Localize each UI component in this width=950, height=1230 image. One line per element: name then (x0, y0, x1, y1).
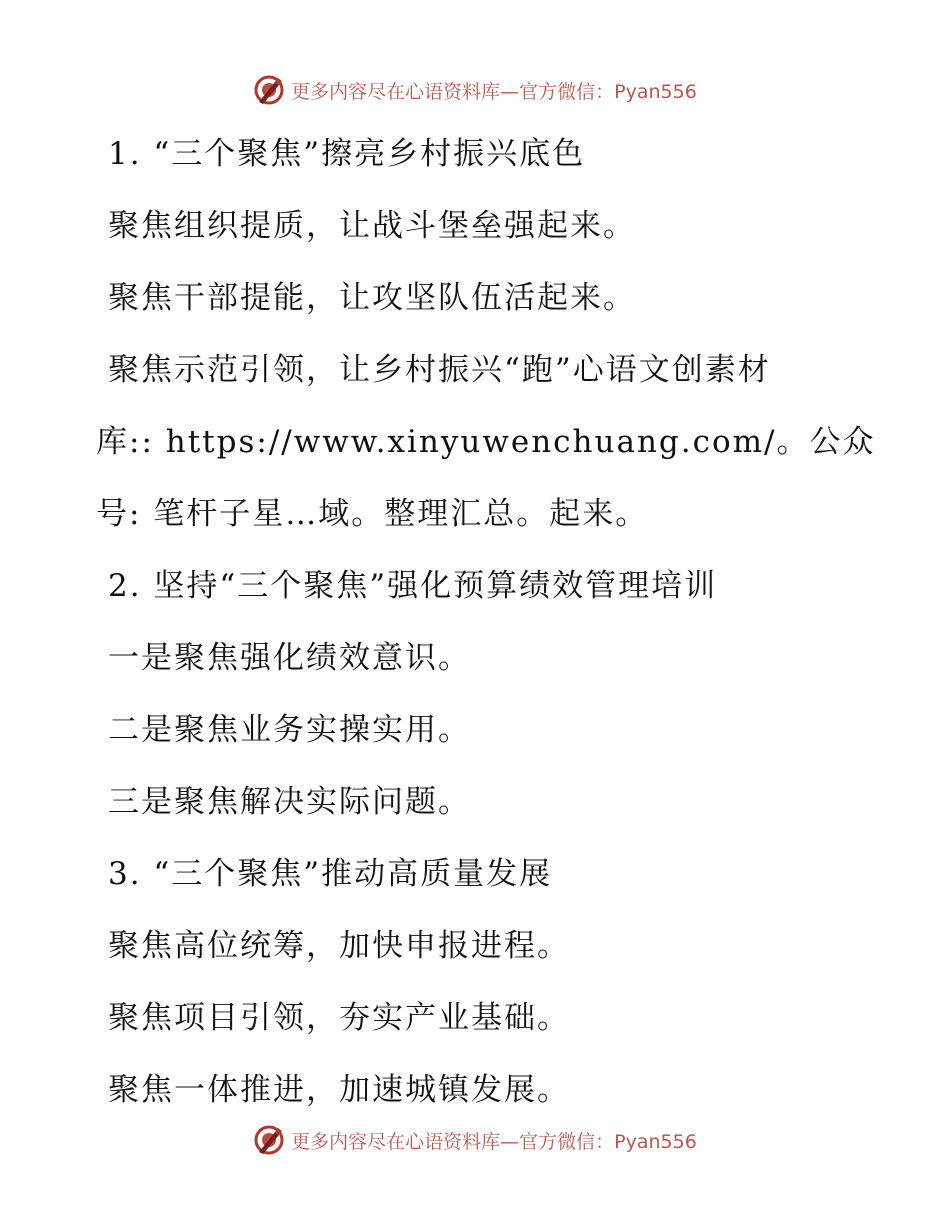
paragraph-line: 聚焦干部提能，让攻坚队伍活起来。 (108, 280, 636, 316)
paragraph-line: 库:: https://www.xinyuwenchuang.com/。公众 (96, 424, 876, 460)
paragraph-line: 二是聚焦业务实操实用。 (108, 712, 471, 748)
section-heading-1: 1. “三个聚焦”擦亮乡村振兴底色 (108, 136, 586, 172)
pen-logo-icon (253, 1124, 285, 1156)
pen-logo-icon (253, 74, 285, 106)
paragraph-line: 一是聚焦强化绩效意识。 (108, 640, 471, 676)
watermark-header (0, 70, 950, 110)
paragraph-line: 聚焦高位统筹，加快申报进程。 (108, 928, 570, 964)
paragraph-line: 聚焦组织提质，让战斗堡垒强起来。 (108, 208, 636, 244)
paragraph-line: 聚焦项目引领，夯实产业基础。 (108, 1000, 570, 1036)
paragraph-line: 号: 笔杆子星…域。整理汇总。起来。 (96, 496, 649, 532)
watermark-footer (0, 1120, 950, 1160)
paragraph-line: 三是聚焦解决实际问题。 (108, 784, 471, 820)
document-body (96, 118, 876, 1126)
watermark-text: 更多内容尽在心语资料库—官方微信：Pyan556 (291, 1130, 697, 1153)
paragraph-line: 聚焦一体推进，加速城镇发展。 (108, 1072, 570, 1108)
paragraph-line: 聚焦示范引领，让乡村振兴“跑”心语文创素材 (108, 352, 771, 388)
watermark-text: 更多内容尽在心语资料库—官方微信：Pyan556 (291, 80, 697, 103)
section-heading-3: 3. “三个聚焦”推动高质量发展 (108, 856, 553, 892)
wrapped-paragraph (96, 334, 876, 550)
section-heading-2: 2. 坚持“三个聚焦”强化预算绩效管理培训 (108, 568, 718, 604)
